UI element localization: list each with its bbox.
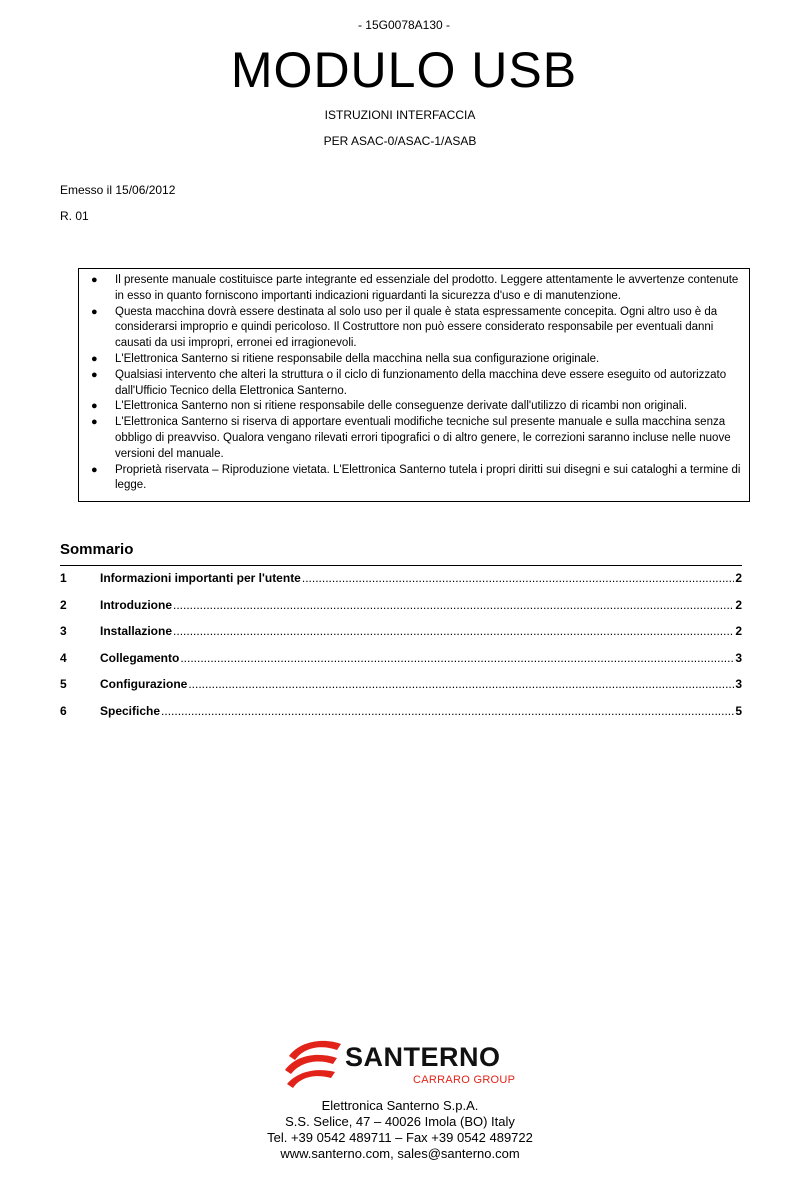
- santerno-logo-icon: [283, 1036, 343, 1090]
- document-code: - 15G0078A130 -: [357, 18, 451, 32]
- notice-item: ● L'Elettronica Santerno si ritiene responsabile della macchina nella sua configurazione originale.: [87, 352, 741, 368]
- notice-box: [78, 268, 750, 502]
- toc-entry-title: Collegamento: [100, 650, 180, 665]
- toc-leader-dots: [188, 677, 734, 691]
- toc-entry-page: 2: [735, 571, 742, 585]
- toc-entry-number: 5: [60, 677, 67, 692]
- bullet-icon: ●: [91, 463, 98, 476]
- toc-entry[interactable]: [60, 624, 742, 651]
- toc-entry[interactable]: [60, 704, 742, 731]
- toc-entry-number: 3: [60, 624, 67, 639]
- toc-divider: [60, 565, 742, 566]
- toc-leader-dots: [161, 704, 734, 718]
- toc-leader-dots: [173, 624, 734, 638]
- toc-entry-page: 3: [735, 677, 742, 692]
- brand-name: SANTERNO: [345, 1042, 501, 1072]
- toc-entry[interactable]: [60, 598, 742, 625]
- toc-entry-title: Configurazione: [100, 677, 188, 692]
- brand-group: CARRARO GROUP: [413, 1074, 516, 1086]
- toc-entry-number: 1: [60, 571, 67, 585]
- bullet-icon: ●: [91, 352, 98, 365]
- toc-heading: Sommario: [60, 541, 134, 558]
- revision: R. 01: [60, 209, 89, 223]
- toc-leader-dots: [302, 571, 734, 585]
- santerno-logo: [283, 1036, 523, 1092]
- notice-item: ● Proprietà riservata – Riproduzione vietata. L'Elettronica Santerno tutela i propri diritti sui disegni e sui cataloghi a termine di legge.: [91, 463, 741, 492]
- toc-leader-dots: [180, 651, 734, 665]
- notice-list: [87, 273, 741, 494]
- toc-entry-title: Introduzione: [100, 597, 172, 612]
- toc-entry-page: 2: [735, 597, 742, 612]
- company-phone-fax: Tel. +39 0542 489711 – Fax +39 0542 489722: [267, 1130, 533, 1145]
- table-of-contents: [60, 571, 742, 731]
- toc-entry-title: Informazioni importanti per l'utente: [100, 571, 301, 585]
- toc-entry-number: 6: [60, 703, 67, 718]
- subtitle-models: PER ASAC-0/ASAC-1/ASAB: [323, 134, 477, 148]
- toc-leader-dots: [173, 598, 734, 612]
- toc-entry[interactable]: [60, 651, 742, 678]
- company-address: S.S. Selice, 47 – 40026 Imola (BO) Italy: [285, 1114, 515, 1129]
- toc-entry-number: 2: [60, 597, 67, 612]
- notice-item: ● L'Elettronica Santerno si riserva di apportare eventuali modifiche tecniche sul presente manuale e sulla macchina senza obbligo di preavviso. Qualora vengano rilevati errori tipografici o di altro genere, le correzioni saranno incluse nelle nuove versioni del manuale.: [91, 416, 731, 460]
- issue-date: Emesso il 15/06/2012: [60, 183, 176, 197]
- toc-entry-page: 3: [735, 650, 742, 665]
- bullet-icon: ●: [91, 416, 98, 429]
- document-title: MODULO USB: [230, 42, 578, 98]
- toc-entry-title: Installazione: [100, 624, 173, 639]
- toc-entry-number: 4: [60, 650, 67, 665]
- bullet-icon: ●: [91, 274, 98, 286]
- company-web-email[interactable]: www.santerno.com, sales@santerno.com: [280, 1146, 520, 1161]
- toc-entry[interactable]: [60, 677, 742, 704]
- bullet-icon: ●: [91, 368, 98, 381]
- toc-entry-page: 2: [735, 624, 742, 639]
- notice-item: ● L'Elettronica Santerno non si ritiene responsabile delle conseguenze derivate dall'utilizzo di ricambi non originali.: [87, 399, 741, 415]
- notice-item: ● Questa macchina dovrà essere destinata al solo uso per il quale è stata espressamente concepita. Ogni altro uso è da considerarsi improprio e quindi pericoloso. Il Costruttore non può essere considerato responsabile per eventuali danni causati da usi impropri, erronei ed irragionevoli.: [91, 305, 718, 350]
- company-name: Elettronica Santerno S.p.A.: [321, 1098, 479, 1113]
- bullet-icon: ●: [91, 305, 98, 318]
- toc-entry-page: 5: [735, 703, 742, 718]
- subtitle-instructions: ISTRUZIONI INTERFACCIA: [324, 108, 476, 122]
- notice-item: ● Il presente manuale costituisce parte integrante ed essenziale del prodotto. Leggere attentamente le avvertenze contenute in esso in quanto forniscono importanti indicazioni riguardanti la sicurezza d'uso e di manutenzione.: [91, 274, 739, 302]
- bullet-icon: ●: [91, 400, 98, 413]
- toc-entry[interactable]: [60, 571, 742, 598]
- toc-entry-title: Specifiche: [100, 703, 161, 718]
- notice-item: ● Qualsiasi intervento che alteri la struttura o il ciclo di funzionamento della macchina deve essere eseguito od autorizzato dall'Ufficio Tecnico della Elettronica Santerno.: [91, 368, 727, 397]
